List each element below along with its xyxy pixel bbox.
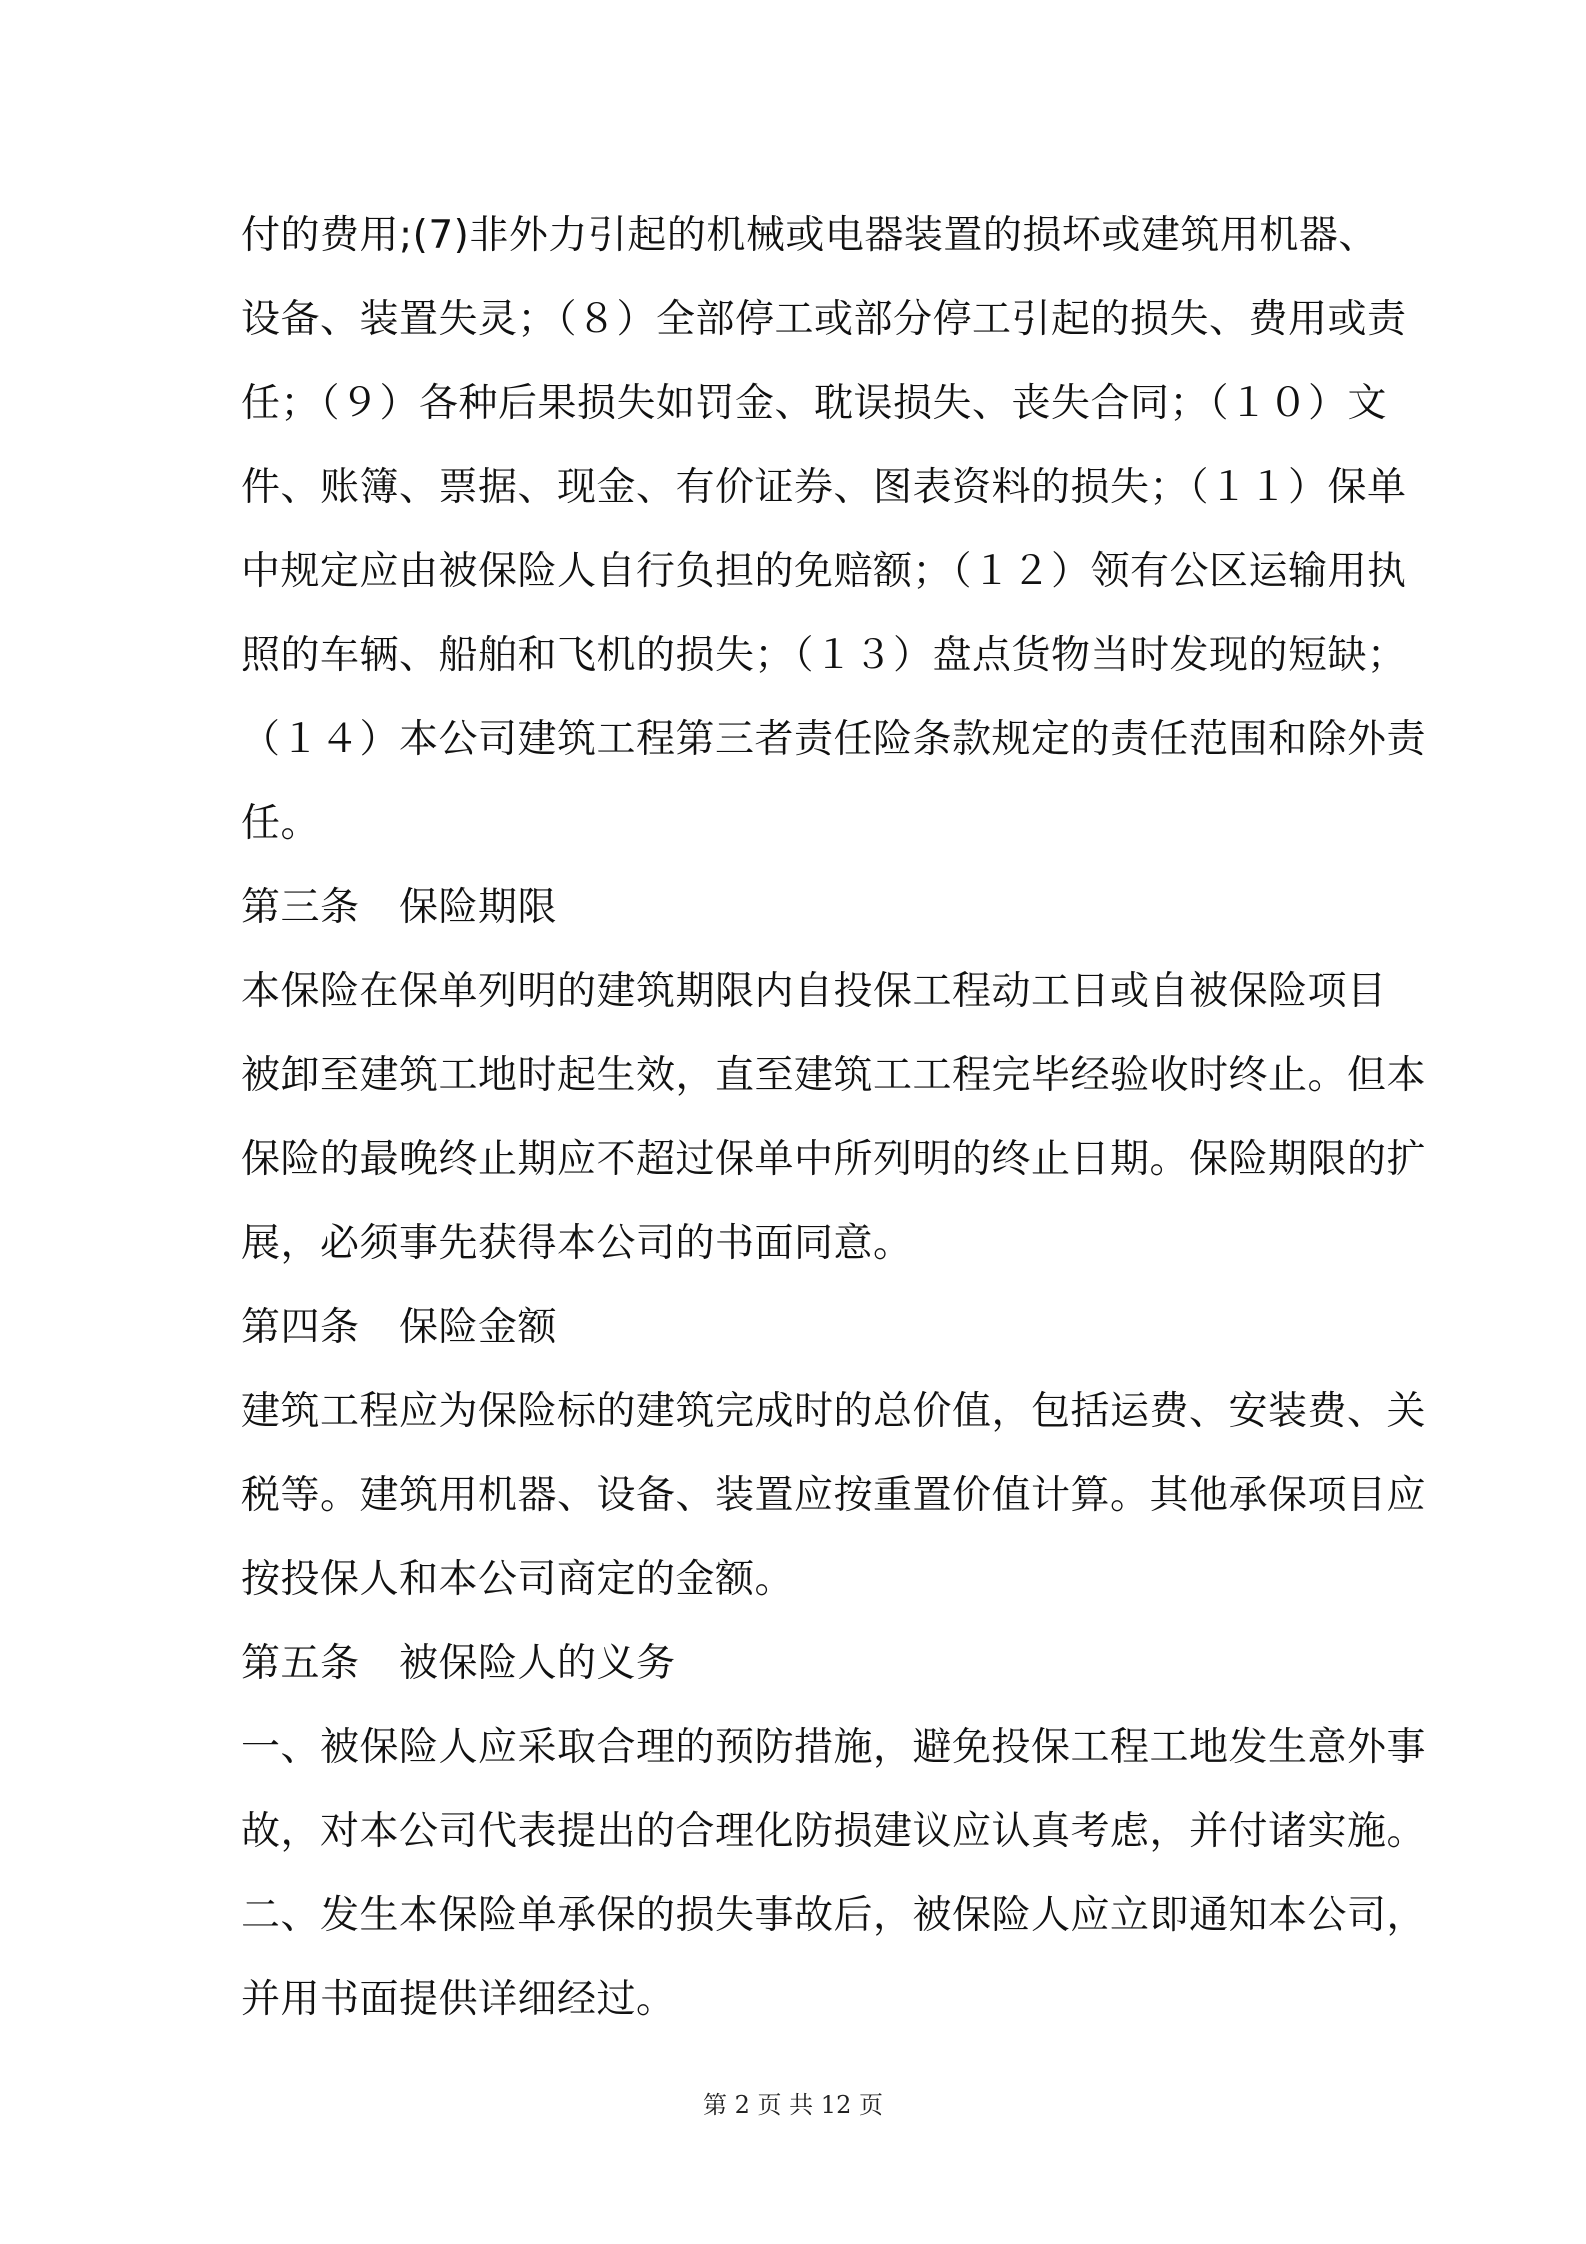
body-line-4: 件、账簿、票据、现金、有价证券、图表资料的损失；（１１）保单 <box>241 465 1407 510</box>
body-line-22: 并用书面提供详细经过。 <box>241 1977 676 2022</box>
body-line-11: 被卸至建筑工地时起生效，直至建筑工工程完毕经验收时终止。但本 <box>241 1053 1427 1098</box>
body-line-10: 本保险在保单列明的建筑期限内自投保工程动工日或自被保险项目 <box>241 969 1387 1014</box>
body-line-2: 设备、装置失灵；（８）全部停工或部分停工引起的损失、费用或责 <box>241 297 1407 342</box>
body-line-7: （１４）本公司建筑工程第三者责任险条款规定的责任范围和除外责 <box>241 717 1427 762</box>
body-line-6: 照的车辆、船舶和飞机的损失；（１３）盘点货物当时发现的短缺； <box>241 633 1407 678</box>
body-line-17: 按投保人和本公司商定的金额。 <box>241 1557 795 1602</box>
page-number-footer: 第 2 页 共 12 页 <box>703 2091 883 2119</box>
body-line-8: 任。 <box>241 801 321 846</box>
body-line-1: 付的费用;(7)非外力引起的机械或电器装置的损坏或建筑用机器、 <box>241 213 1378 258</box>
section-heading-article-4: 第四条 保险金额 <box>241 1305 558 1350</box>
section-heading-article-3: 第三条 保险期限 <box>241 885 558 930</box>
body-line-13: 展，必须事先获得本公司的书面同意。 <box>241 1221 913 1266</box>
body-line-15: 建筑工程应为保险标的建筑完成时的总价值，包括运费、安装费、关 <box>241 1389 1427 1434</box>
section-heading-article-5: 第五条 被保险人的义务 <box>241 1641 676 1686</box>
body-line-19: 一、被保险人应采取合理的预防措施，避免投保工程工地发生意外事 <box>241 1725 1427 1770</box>
body-line-5: 中规定应由被保险人自行负担的免赔额；（１２）领有公区运输用执 <box>241 549 1407 594</box>
document-body <box>241 194 1427 2042</box>
body-line-3: 任；（９）各种后果损失如罚金、耽误损失、丧失合同；（１０）文 <box>241 381 1388 426</box>
body-line-16: 税等。建筑用机器、设备、装置应按重置价值计算。其他承保项目应 <box>241 1473 1427 1518</box>
body-line-21: 二、发生本保险单承保的损失事故后，被保险人应立即通知本公司， <box>241 1893 1427 1938</box>
body-line-20: 故，对本公司代表提出的合理化防损建议应认真考虑，并付诸实施。 <box>241 1809 1427 1854</box>
body-line-12: 保险的最晚终止期应不超过保单中所列明的终止日期。保险期限的扩 <box>241 1137 1427 1182</box>
